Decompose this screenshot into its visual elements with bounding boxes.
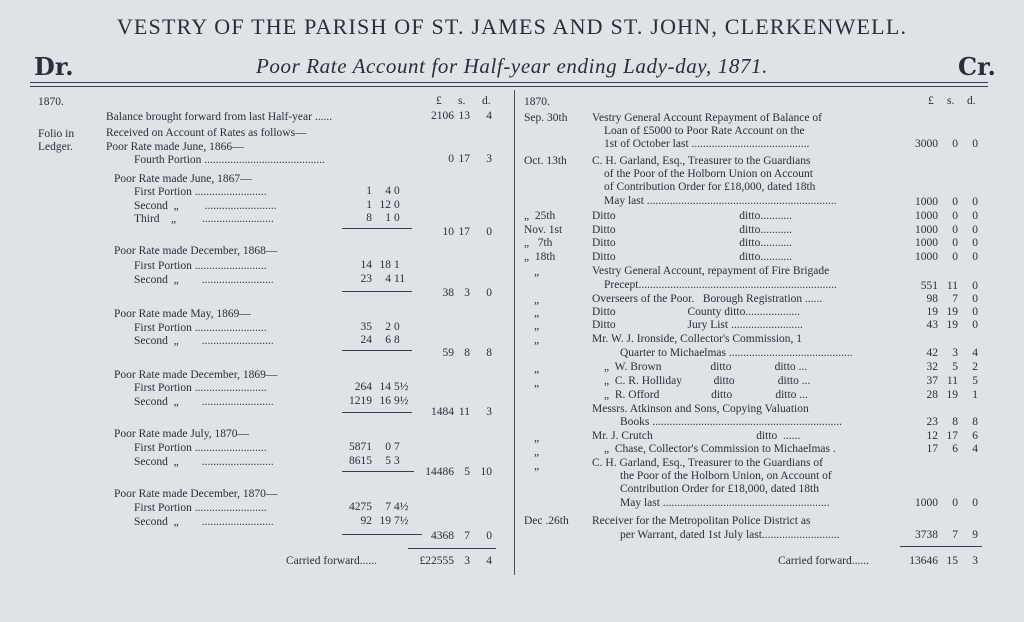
- amount-shillings: 5: [464, 466, 470, 478]
- amount-pence: 4: [486, 110, 492, 122]
- portion-pounds: 8: [366, 212, 372, 224]
- col-pounds: £: [436, 95, 442, 107]
- amount-pence: 0: [972, 497, 978, 509]
- entry-text: Mr. W. J. Ironside, Collector's Commission, 1: [592, 333, 803, 345]
- portion-pence: 0: [394, 212, 400, 224]
- rate-heading: Poor Rate made December, 1869—: [114, 369, 278, 381]
- amount-pence: 4: [972, 347, 978, 359]
- entry-date: Sep. 30th: [524, 112, 568, 124]
- portion-shillings: 0: [385, 441, 391, 453]
- entry-text: Precept.....................................................................: [604, 279, 837, 291]
- portion-pounds: 35: [360, 321, 372, 333]
- amount-shillings: 0: [952, 251, 958, 263]
- amount-pounds: 551: [920, 280, 938, 292]
- portion-shillings: 19: [379, 515, 391, 527]
- amount-pence: 10: [480, 466, 492, 478]
- portion-label: Second „ .........................: [134, 516, 274, 528]
- carried-forward-pence: 4: [486, 555, 492, 567]
- portion-shillings: 5: [385, 455, 391, 467]
- entry-date: „: [534, 432, 540, 444]
- entry-text: Contribution Order for £18,000, dated 18th: [620, 483, 819, 495]
- entry-text: Ditto County ditto...................: [592, 306, 800, 318]
- portion-pounds: 1: [366, 199, 372, 211]
- portion-shillings: 4: [385, 185, 391, 197]
- portion-pounds: 23: [360, 273, 372, 285]
- portion-shillings: 6: [385, 334, 391, 346]
- entry-date: „: [534, 266, 540, 278]
- amount-shillings: 0: [952, 196, 958, 208]
- amount-pounds: 1000: [915, 251, 938, 263]
- portion-pence: 3: [394, 455, 400, 467]
- entry-text: Ditto ditto...........: [592, 210, 792, 222]
- portion-pence: 4½: [394, 501, 409, 513]
- portion-label: Second „ .........................: [134, 274, 274, 286]
- portion-shillings: 1: [385, 212, 391, 224]
- amount-shillings: 6: [952, 443, 958, 455]
- amount-shillings: 19: [946, 389, 958, 401]
- portion-label: First Portion .........................: [134, 442, 267, 454]
- rate-heading: Poor Rate made June, 1866—: [106, 141, 244, 153]
- amount-pence: 8: [972, 416, 978, 428]
- portion-pounds: 24: [360, 334, 372, 346]
- amount-pounds: 0: [448, 153, 454, 165]
- entry-text: Ditto ditto...........: [592, 237, 792, 249]
- portion-pounds: 1: [366, 185, 372, 197]
- amount-shillings: 19: [946, 319, 958, 331]
- amount-pence: 6: [972, 430, 978, 442]
- entry-text: „ C. R. Holliday ditto ditto ...: [604, 375, 811, 387]
- amount-pence: 0: [972, 138, 978, 150]
- entry-date: Oct. 13th: [524, 155, 567, 167]
- amount-pounds: 19: [926, 306, 938, 318]
- header-rule: [30, 86, 988, 87]
- portion-shillings: 14: [379, 381, 391, 393]
- amount-pounds: 32: [926, 361, 938, 373]
- amount-shillings: 13: [458, 110, 470, 122]
- portion-shillings: 18: [379, 259, 391, 271]
- entry-date: „: [534, 446, 540, 458]
- entry-text: the Poor of the Holborn Union, on Account of: [620, 470, 832, 482]
- portion-pence: 0: [394, 185, 400, 197]
- amount-pence: 0: [972, 210, 978, 222]
- amount-pence: 0: [486, 287, 492, 299]
- amount-pence: 3: [486, 406, 492, 418]
- amount-pence: 0: [486, 530, 492, 542]
- amount-pounds: 59: [442, 347, 454, 359]
- carried-forward-shillings: 3: [464, 555, 470, 567]
- entry-text: May last ..........................................................: [620, 497, 830, 509]
- total-rule: [408, 548, 496, 549]
- portion-label: Fourth Portion ..........................................: [134, 154, 326, 166]
- balance-label: Balance brought forward from last Half-year ......: [106, 111, 333, 123]
- portion-pounds: 14: [360, 259, 372, 271]
- amount-pounds: 1000: [915, 497, 938, 509]
- portion-pounds: 92: [360, 515, 372, 527]
- amount-shillings: 8: [464, 347, 470, 359]
- year-label: 1870.: [524, 96, 550, 108]
- entry-text: 1st of October last .........................................: [604, 138, 810, 150]
- amount-pounds: 12: [926, 430, 938, 442]
- amount-pence: 0: [972, 306, 978, 318]
- amount-pounds: 3000: [915, 138, 938, 150]
- entry-date: „ 25th: [524, 210, 556, 222]
- amount-shillings: 3: [464, 287, 470, 299]
- carried-forward-shillings: 15: [946, 555, 958, 567]
- portion-label: First Portion .........................: [134, 382, 267, 394]
- entry-text: C. H. Garland, Esq., Treasurer to the Guardians of: [592, 457, 823, 469]
- portion-pence: 8: [394, 334, 400, 346]
- amount-pounds: 4368: [431, 530, 454, 542]
- entry-text: Ditto ditto...........: [592, 251, 792, 263]
- amount-pounds: 2106: [431, 110, 454, 122]
- amount-shillings: 0: [952, 237, 958, 249]
- amount-pounds: 1000: [915, 210, 938, 222]
- entry-text: „ Chase, Collector's Commission to Michaelmas .: [604, 443, 836, 455]
- amount-pounds: 1000: [915, 224, 938, 236]
- amount-pence: 0: [972, 293, 978, 305]
- amount-pounds: 42: [926, 347, 938, 359]
- year-label: 1870.: [38, 96, 64, 108]
- amount-pounds: 1484: [431, 406, 454, 418]
- amount-pounds: 28: [926, 389, 938, 401]
- portion-pence: 0: [394, 199, 400, 211]
- amount-shillings: 11: [946, 280, 958, 292]
- entry-text: Vestry General Account, repayment of Fire Brigade: [592, 265, 830, 277]
- entry-date: „: [534, 320, 540, 332]
- entry-date: „: [534, 334, 540, 346]
- portion-label: First Portion .........................: [134, 502, 267, 514]
- amount-shillings: 11: [946, 375, 958, 387]
- amount-pounds: 14486: [425, 466, 454, 478]
- entry-date: „: [534, 307, 540, 319]
- subtitle: Poor Rate Account for Half-year ending Lady-day, 1871.: [255, 54, 769, 78]
- amount-pence: 0: [972, 280, 978, 292]
- entry-date: Nov. 1st: [524, 224, 563, 236]
- portion-pounds: 5871: [349, 441, 372, 453]
- col-pounds: £: [928, 95, 934, 107]
- portion-pence: 9½: [394, 395, 409, 407]
- entry-text: of the Poor of the Holborn Union on Account: [604, 168, 813, 180]
- entry-text: Vestry General Account Repayment of Balance of: [592, 112, 822, 124]
- amount-shillings: 17: [946, 430, 958, 442]
- carried-forward-label: Carried forward......: [286, 555, 378, 567]
- amount-pence: 3: [486, 153, 492, 165]
- portion-label: Third „ .........................: [134, 213, 274, 225]
- portion-label: First Portion .........................: [134, 186, 267, 198]
- amount-shillings: 0: [952, 497, 958, 509]
- rate-heading: Poor Rate made May, 1869—: [114, 308, 251, 320]
- entry-text: May last ..................................................................: [604, 195, 837, 207]
- entry-text: Ditto Jury List .........................: [592, 319, 803, 331]
- portion-label: Second „ .........................: [134, 335, 274, 347]
- amount-pence: 0: [972, 196, 978, 208]
- entry-text: Mr. J. Crutch ditto ......: [592, 430, 801, 442]
- entry-text: per Warrant, dated 1st July last...........................: [620, 529, 840, 541]
- portion-pounds: 264: [354, 381, 372, 393]
- amount-shillings: 0: [952, 138, 958, 150]
- amount-shillings: 3: [952, 347, 958, 359]
- amount-shillings: 8: [952, 416, 958, 428]
- amount-shillings: 17: [458, 226, 470, 238]
- carried-forward-label: Carried forward......: [778, 555, 870, 567]
- received-label: Received on Account of Rates as follows—: [106, 127, 307, 139]
- portion-pounds: 1219: [349, 395, 372, 407]
- entry-text: C. H. Garland, Esq., Treasurer to the Guardians: [592, 155, 811, 167]
- portion-pounds: 8615: [349, 455, 372, 467]
- amount-shillings: 7: [464, 530, 470, 542]
- amount-shillings: 5: [952, 361, 958, 373]
- entry-date: „: [534, 363, 540, 375]
- rate-heading: Poor Rate made December, 1868—: [114, 245, 278, 257]
- amount-pounds: 43: [926, 319, 938, 331]
- col-shillings: s.: [947, 95, 955, 107]
- portion-pence: 1: [394, 259, 400, 271]
- total-rule: [900, 546, 982, 547]
- entry-text: „ R. Offord ditto ditto ...: [604, 389, 808, 401]
- portion-shillings: 7: [385, 501, 391, 513]
- amount-pence: 4: [972, 443, 978, 455]
- portion-pounds: 4275: [349, 501, 372, 513]
- portion-pence: 11: [394, 273, 406, 285]
- amount-pence: 5: [972, 375, 978, 387]
- portion-shillings: 4: [385, 273, 391, 285]
- amount-pence: 0: [972, 224, 978, 236]
- portion-label: First Portion .........................: [134, 260, 267, 272]
- col-pence: d.: [967, 95, 976, 107]
- amount-shillings: 7: [952, 293, 958, 305]
- portion-pence: 7: [394, 441, 400, 453]
- amount-pounds: 23: [926, 416, 938, 428]
- portion-label: Second „ .........................: [134, 456, 274, 468]
- amount-pounds: 17: [926, 443, 938, 455]
- folio-label: Folio in: [38, 128, 75, 140]
- carried-forward-pounds: £22555: [419, 555, 454, 567]
- amount-pence: 0: [972, 251, 978, 263]
- entry-text: Loan of £5000 to Poor Rate Account on the: [604, 125, 805, 137]
- entry-date: „ 7th: [524, 237, 553, 249]
- credit-mark: Cr.: [958, 52, 996, 81]
- amount-pence: 1: [972, 389, 978, 401]
- entry-date: „ 18th: [524, 251, 556, 263]
- entry-text: of Contribution Order for £18,000, dated 18th: [604, 181, 816, 193]
- amount-shillings: 7: [952, 529, 958, 541]
- amount-pence: 0: [972, 319, 978, 331]
- entry-text: Ditto ditto...........: [592, 224, 792, 236]
- col-shillings: s.: [458, 95, 466, 107]
- carried-forward-pence: 3: [972, 555, 978, 567]
- amount-shillings: 11: [458, 406, 470, 418]
- amount-pounds: 98: [926, 293, 938, 305]
- portion-label: First Portion .........................: [134, 322, 267, 334]
- col-pence: d.: [482, 95, 491, 107]
- amount-pence: 0: [486, 226, 492, 238]
- amount-pence: 9: [972, 529, 978, 541]
- portion-shillings: 16: [379, 395, 391, 407]
- amount-pounds: 1000: [915, 237, 938, 249]
- entry-date: „: [534, 377, 540, 389]
- amount-pounds: 1000: [915, 196, 938, 208]
- entry-date: „: [534, 460, 540, 472]
- folio-label: Ledger.: [38, 141, 73, 153]
- portion-label: Second „ .........................: [134, 396, 274, 408]
- amount-pounds: 3738: [915, 529, 938, 541]
- rate-heading: Poor Rate made July, 1870—: [114, 428, 250, 440]
- column-divider: [514, 90, 515, 575]
- entry-text: Quarter to Michaelmas ...........................................: [620, 347, 853, 359]
- portion-pence: 5½: [394, 381, 409, 393]
- entry-text: Messrs. Atkinson and Sons, Copying Valuation: [592, 403, 809, 415]
- carried-forward-pounds: 13646: [909, 555, 938, 567]
- header-rule: [30, 82, 988, 83]
- amount-shillings: 0: [952, 210, 958, 222]
- entry-text: Receiver for the Metropolitan Police District as: [592, 515, 811, 527]
- portion-pence: 7½: [394, 515, 409, 527]
- amount-shillings: 0: [952, 224, 958, 236]
- portion-pence: 0: [394, 321, 400, 333]
- entry-text: Overseers of the Poor. Borough Registration ......: [592, 293, 823, 305]
- entry-date: „: [534, 294, 540, 306]
- entry-text: „ W. Brown ditto ditto ...: [604, 361, 808, 373]
- rate-heading: Poor Rate made June, 1867—: [114, 173, 252, 185]
- rate-heading: Poor Rate made December, 1870—: [114, 488, 278, 500]
- amount-pence: 0: [972, 237, 978, 249]
- amount-pounds: 38: [442, 287, 454, 299]
- title: VESTRY OF THE PARISH OF ST. JAMES AND ST. JOHN, CLERKENWELL.: [116, 14, 908, 39]
- entry-date: Dec .26th: [524, 515, 569, 527]
- amount-pence: 2: [972, 361, 978, 373]
- amount-shillings: 19: [946, 306, 958, 318]
- amount-pounds: 10: [442, 226, 454, 238]
- amount-shillings: 17: [458, 153, 470, 165]
- portion-shillings: 2: [385, 321, 391, 333]
- debit-mark: Dr.: [34, 52, 74, 81]
- amount-pounds: 37: [926, 375, 938, 387]
- amount-pence: 8: [486, 347, 492, 359]
- portion-shillings: 12: [379, 199, 391, 211]
- portion-label: Second „ .........................: [134, 200, 277, 212]
- entry-text: Books ..................................................................: [620, 416, 843, 428]
